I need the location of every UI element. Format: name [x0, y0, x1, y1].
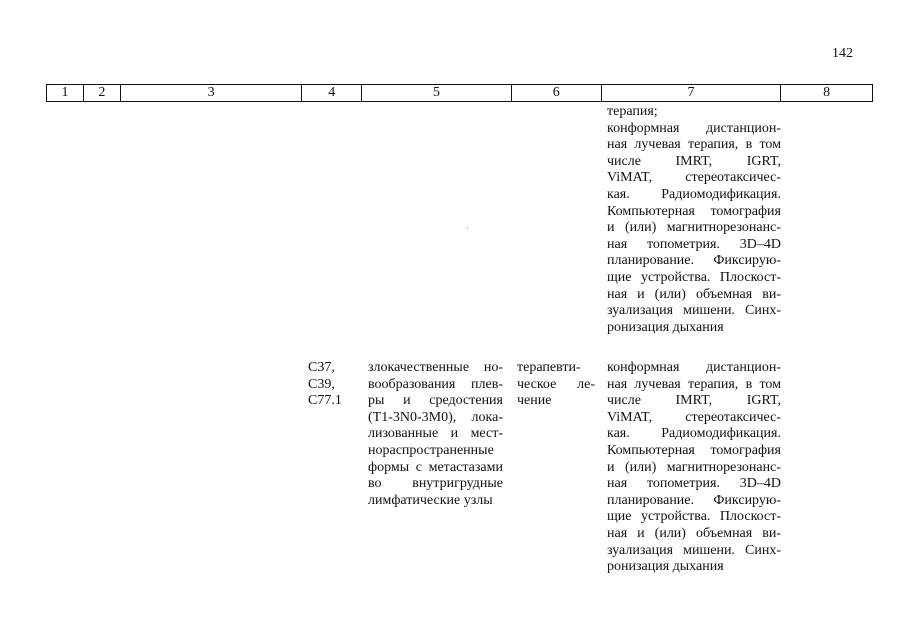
row-col6-treatment-type [517, 360, 595, 410]
text-line: числе IMRT, IGRT, [607, 393, 781, 409]
text-line: формы с метастазами [368, 459, 503, 475]
text-line: конформная дистанцион- [607, 120, 781, 136]
text-line: ная лучевая терапия, в том [607, 376, 781, 392]
text-line: терапевти- [517, 360, 581, 375]
header-cell-8: 8 [823, 85, 831, 100]
header-cell-1: 1 [47, 85, 84, 101]
row-col5-diagnosis [368, 360, 503, 509]
text-line: планирование. Фиксирую- [607, 492, 781, 508]
text-line: вообразования плев- [368, 376, 503, 392]
text-line: планирование. Фиксирую- [607, 253, 781, 269]
text-line: ры и средостения [368, 393, 503, 409]
text-line: и (или) магнитнорезонанс- [607, 459, 781, 475]
text-line: конформная дистанцион- [607, 360, 781, 375]
text-line: ViMAT, стереотаксичес- [607, 170, 781, 186]
text-line: и (или) магнитнорезонанс- [607, 220, 781, 236]
header-cell-6: 6 [512, 85, 602, 101]
text-line: лизованные и мест- [368, 426, 503, 442]
row-col4-icd-codes [308, 360, 348, 410]
text-line: во внутригрудные [368, 476, 503, 492]
text-line: ная лучевая терапия, в том [607, 137, 781, 153]
text-line: зуализация мишени. Синх- [607, 303, 781, 319]
header-cell-2: 2 [84, 85, 121, 101]
text-line: злокачественные но- [368, 360, 503, 375]
text-line: нораспространенные [368, 442, 494, 458]
text-line: чение [517, 393, 552, 409]
text-line: ческое ле- [517, 376, 595, 392]
text-line: ронизация дыхания [607, 559, 724, 575]
text-line: ронизация дыхания [607, 319, 724, 335]
text-line: ная топометрия. 3D–4D [607, 236, 781, 252]
header-cell-4: 4 [302, 85, 362, 101]
text-line: кая. Радиомодификация. [607, 186, 781, 202]
text-line: Компьютерная томография [607, 442, 781, 458]
header-cell-5: 5 [362, 85, 512, 101]
icd-code-line: C37, [308, 360, 335, 375]
page-number: 142 [832, 46, 853, 61]
text-line: ная топометрия. 3D–4D [607, 476, 781, 492]
text-line: (T1-3N0-3M0), лока- [368, 409, 503, 425]
text-line: кая. Радиомодификация. [607, 426, 781, 442]
text-line: терапия; [607, 104, 658, 119]
text-line: лимфатические узлы [368, 492, 493, 508]
text-line: щие устройства. Плоскост- [607, 269, 781, 285]
text-line: Компьютерная томография [607, 203, 781, 219]
text-line: ная и (или) объемная ви- [607, 525, 781, 541]
text-line: щие устройства. Плоскост- [607, 509, 781, 525]
scan-speck [467, 228, 468, 229]
continuation-col7-text [607, 104, 781, 336]
icd-code-line: C77.1 [308, 393, 342, 409]
text-line: ная и (или) объемная ви- [607, 286, 781, 302]
text-line: ViMAT, стереотаксичес- [607, 409, 781, 425]
icd-code-line: C39, [308, 376, 335, 392]
header-cell-3: 3 [121, 85, 303, 101]
text-line: числе IMRT, IGRT, [607, 153, 781, 169]
table-header-row [46, 84, 873, 102]
text-line: зуализация мишени. Синх- [607, 542, 781, 558]
header-cell-7: 7 [602, 85, 782, 101]
row-col7-methods [607, 360, 781, 576]
